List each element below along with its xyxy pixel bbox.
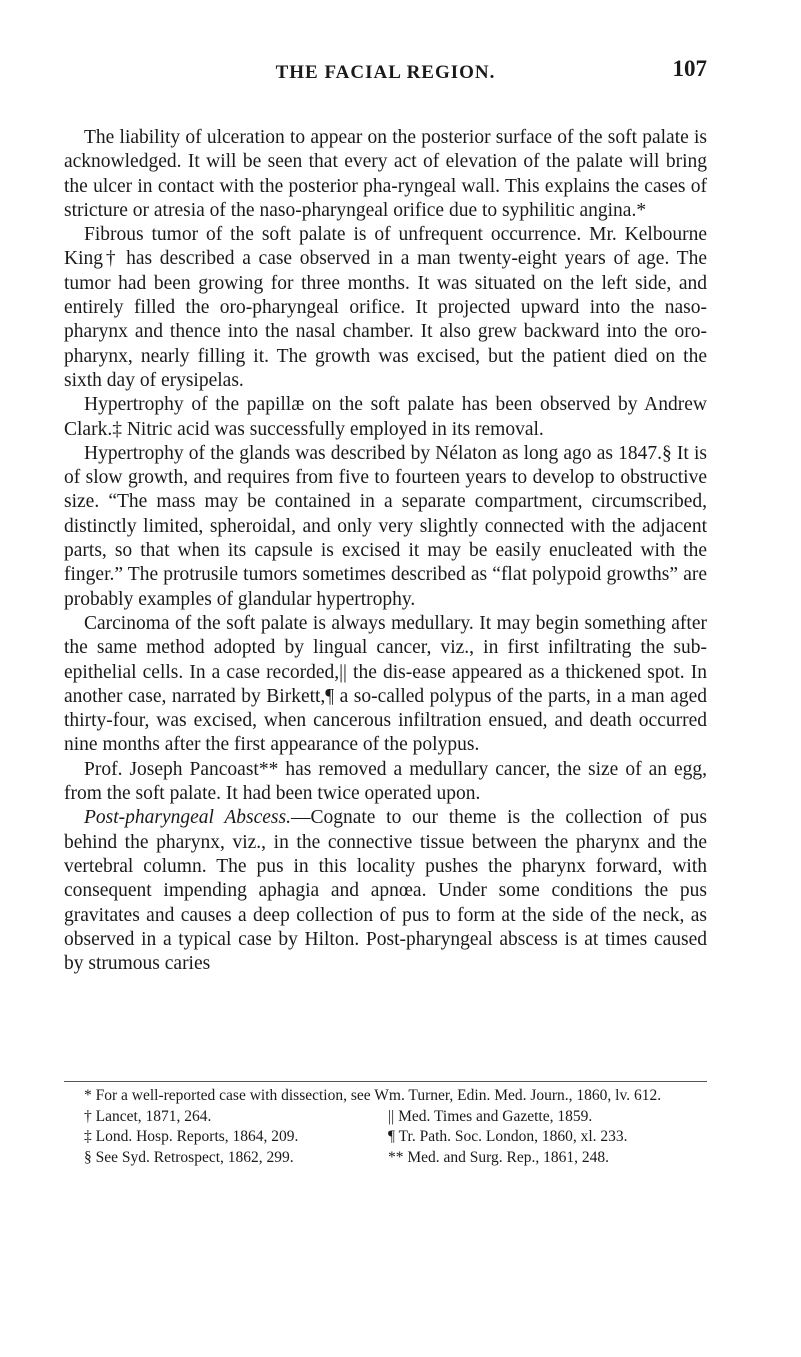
footnotes <box>64 1086 707 1168</box>
paragraph-post-pharyngeal-abscess <box>64 806 707 976</box>
footnote-row <box>64 1148 707 1169</box>
footnote-row <box>64 1127 707 1148</box>
body-text <box>64 126 707 976</box>
paragraph-posterior-ulceration: The liability of ulceration to appear on the posterior surface of the soft palate is acknowledged. It will be seen that every act of elevation of the palate will bring the ulcer in contact with the posterior pha-ryngeal wall. This explains the cases of stricture or atresia of the naso-pharyngeal orifice due to syphilitic angina.* <box>64 127 707 221</box>
paragraph-glands-hypertrophy: Hypertrophy of the glands was described by Nélaton as long ago as 1847.§ It is of slow growth, and requires from five to fourteen years to develop to obstructive size. “The mass may be contained in a separate compartment, circumscribed, distinctly limited, spheroidal, and only very slightly connected with the adjacent parts, so that when its capsule is excised it may be easily enucleated with the finger.” The protrusile tumors sometimes described as “flat polypoid growths” are probably examples of glandular hypertrophy. <box>64 442 707 610</box>
footnote-syd-retrospect: § See Syd. Retrospect, 1862, 299. <box>84 1148 294 1166</box>
footnote-turner: * For a well-reported case with dissection, see Wm. Turner, Edin. Med. Journ., 1860, lv. 612. <box>84 1087 662 1104</box>
paragraph-carcinoma: Carcinoma of the soft palate is always medullary. It may begin something after the same method adopted by lingual cancer, viz., in first infiltrating the sub-epithelial cells. In a case recorded,|| the dis-ease appeared as a thickened spot. In another case, narrated by Birkett,¶ a so-called polypus of the parts, in a man aged thirty-four, was excised, when cancerous infiltration ensued, and death occurred nine months after the first appearance of the polypus. <box>64 612 707 756</box>
footnote-lond-hosp: ‡ Lond. Hosp. Reports, 1864, 209. <box>84 1128 299 1145</box>
running-head <box>64 56 707 90</box>
running-title: THE FACIAL REGION. <box>275 62 496 83</box>
footnote-tr-path: ¶ Tr. Path. Soc. London, 1860, xl. 233. <box>388 1128 628 1145</box>
footnote-divider <box>64 1081 707 1082</box>
section-heading-post-pharyngeal-abscess: Post-pharyngeal Abscess. <box>84 807 291 829</box>
footnote-row <box>64 1107 707 1128</box>
paragraph-pancoast: Prof. Joseph Pancoast** has removed a medullary cancer, the size of an egg, from the soft palate. It had been twice operated upon. <box>64 758 707 805</box>
footnote-med-times: || Med. Times and Gazette, 1859. <box>388 1107 593 1125</box>
post-pharyngeal-abscess-text: —Cognate to our theme is the collection of pus behind the pharynx, viz., in the connective tissue between the pharynx and the vertebral column. The pus in this locality pushes the pharynx forward, with consequent impending aphagia and apnœa. Under some conditions the pus gravitates and causes a deep collection of pus to form at the side of the neck, as observed in a typical case by Hilton. Post-pharyngeal abscess is at times caused by strumous caries <box>64 807 707 975</box>
paragraph-fibrous-tumor: Fibrous tumor of the soft palate is of unfrequent occurrence. Mr. Kelbourne King† has described a case observed in a man twenty-eight years of age. The tumor had been growing for three months. It was situated on the left side, and entirely filled the oro-pharyngeal orifice. It projected upward into the naso-pharynx and thence into the nasal chamber. It also grew backward into the oro-pharynx, nearly filling it. The growth was excised, but the patient died on the sixth day of erysipelas. <box>64 224 707 391</box>
footnote-med-surg: ** Med. and Surg. Rep., 1861, 248. <box>388 1148 610 1166</box>
footnote-lancet: † Lancet, 1871, 264. <box>84 1107 212 1125</box>
page-number: 107 <box>672 56 707 81</box>
paragraph-papillae-hypertrophy: Hypertrophy of the papillæ on the soft palate has been observed by Andrew Clark.‡ Nitric acid was successfully employed in its removal. <box>64 394 707 440</box>
